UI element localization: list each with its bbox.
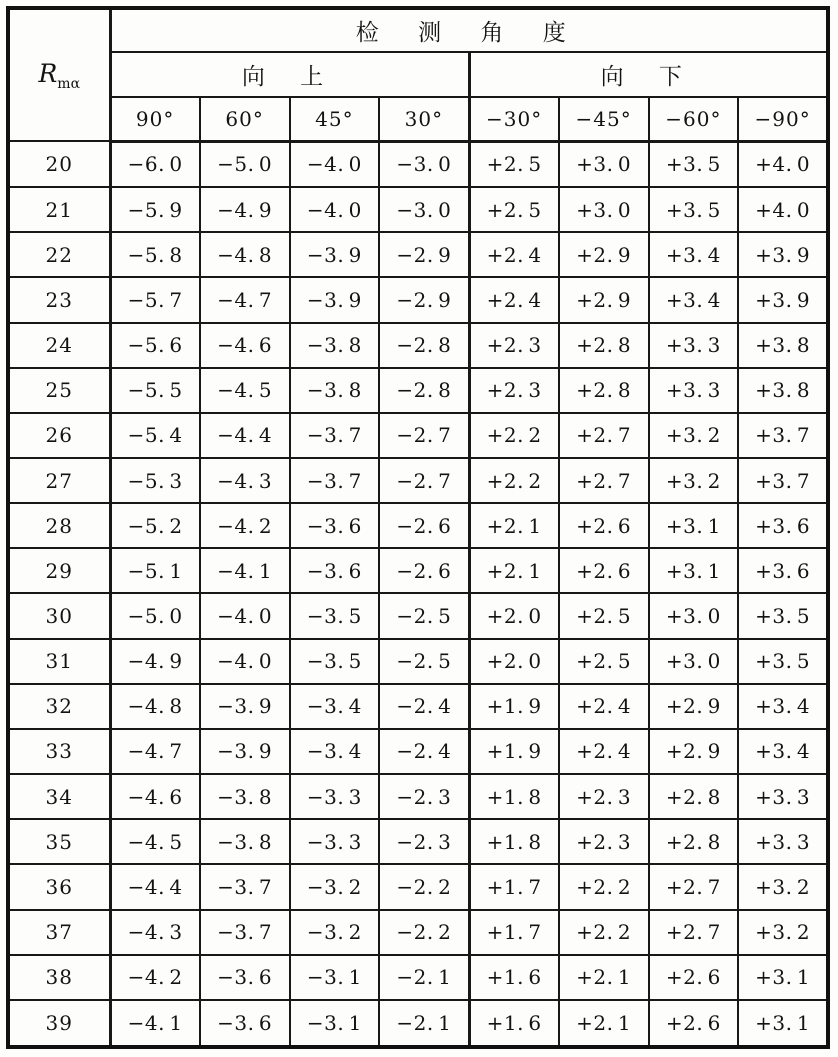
value-cell: +3. 6: [738, 548, 828, 593]
value-cell: +3. 8: [738, 368, 828, 413]
value-cell: +2. 8: [649, 819, 739, 864]
rm-value-cell: 31: [8, 639, 110, 684]
row-header-cell: [8, 8, 110, 141]
table-row: [8, 910, 828, 955]
rm-value-cell: 25: [8, 368, 110, 413]
value-cell: −2. 5: [379, 639, 469, 684]
value-cell: +2. 1: [559, 1000, 649, 1047]
value-cell: +3. 1: [738, 955, 828, 1000]
value-cell: +4. 0: [738, 141, 828, 187]
value-cell: −3. 5: [290, 639, 380, 684]
rm-subscript: mα: [57, 75, 81, 92]
value-cell: −2. 1: [379, 955, 469, 1000]
table-header: [8, 8, 828, 141]
top-header-row: [8, 8, 828, 52]
rm-value-cell: 28: [8, 503, 110, 548]
value-cell: −3. 2: [290, 864, 380, 909]
rm-value-cell: 35: [8, 819, 110, 864]
value-cell: +3. 2: [649, 458, 739, 503]
value-cell: −3. 7: [290, 458, 380, 503]
value-cell: −2. 6: [379, 548, 469, 593]
value-cell: −3. 8: [290, 368, 380, 413]
angle-header-cell: −60°: [649, 97, 739, 141]
table-row: [8, 955, 828, 1000]
value-cell: −3. 8: [200, 819, 290, 864]
value-cell: −5. 5: [110, 368, 200, 413]
value-cell: −2. 1: [379, 1000, 469, 1047]
value-cell: −3. 9: [200, 684, 290, 729]
value-cell: −3. 9: [290, 277, 380, 322]
value-cell: −3. 9: [290, 232, 380, 277]
value-cell: +2. 9: [559, 232, 649, 277]
value-cell: +2. 3: [559, 774, 649, 819]
table-row: [8, 187, 828, 232]
value-cell: +3. 3: [649, 323, 739, 368]
value-cell: +2. 7: [649, 910, 739, 955]
table-row: [8, 413, 828, 458]
value-cell: +3. 1: [649, 503, 739, 548]
value-cell: −2. 4: [379, 684, 469, 729]
value-cell: −3. 5: [290, 593, 380, 638]
value-cell: −5. 2: [110, 503, 200, 548]
value-cell: −5. 8: [110, 232, 200, 277]
rm-value-cell: 24: [8, 323, 110, 368]
value-cell: +2. 8: [649, 774, 739, 819]
value-cell: +2. 2: [559, 864, 649, 909]
rm-symbol: R: [38, 58, 58, 88]
value-cell: +3. 7: [738, 458, 828, 503]
value-cell: +2. 5: [469, 141, 559, 187]
table-row: [8, 277, 828, 322]
value-cell: −3. 6: [290, 503, 380, 548]
table-body: [8, 141, 828, 1047]
value-cell: +3. 2: [738, 910, 828, 955]
value-cell: +2. 0: [469, 593, 559, 638]
value-cell: −4. 8: [110, 684, 200, 729]
rm-value-cell: 22: [8, 232, 110, 277]
value-cell: −3. 1: [290, 1000, 380, 1047]
value-cell: +2. 9: [649, 729, 739, 774]
value-cell: +2. 9: [649, 684, 739, 729]
value-cell: −2. 4: [379, 729, 469, 774]
value-cell: +2. 6: [559, 503, 649, 548]
value-cell: −5. 7: [110, 277, 200, 322]
value-cell: +3. 1: [649, 548, 739, 593]
table-row: [8, 503, 828, 548]
value-cell: +1. 9: [469, 729, 559, 774]
value-cell: +2. 5: [559, 593, 649, 638]
group-up-cell: 向 上: [110, 52, 469, 97]
rm-value-cell: 30: [8, 593, 110, 638]
rm-value-cell: 39: [8, 1000, 110, 1047]
value-cell: +3. 9: [738, 277, 828, 322]
table-row: [8, 548, 828, 593]
rm-value-cell: 27: [8, 458, 110, 503]
rm-value-cell: 36: [8, 864, 110, 909]
value-cell: +2. 2: [469, 458, 559, 503]
value-cell: +2. 6: [649, 1000, 739, 1047]
value-cell: −3. 8: [290, 323, 380, 368]
rm-value-cell: 20: [8, 141, 110, 187]
value-cell: −5. 4: [110, 413, 200, 458]
table-row: [8, 774, 828, 819]
angle-header-cell: 45°: [290, 97, 380, 141]
value-cell: −3. 6: [200, 955, 290, 1000]
value-cell: −3. 8: [200, 774, 290, 819]
value-cell: −3. 0: [379, 187, 469, 232]
value-cell: +2. 3: [469, 323, 559, 368]
value-cell: −2. 7: [379, 413, 469, 458]
value-cell: −4. 3: [200, 458, 290, 503]
table-row: [8, 232, 828, 277]
value-cell: −2. 8: [379, 323, 469, 368]
table-row: [8, 323, 828, 368]
rm-value-cell: 29: [8, 548, 110, 593]
value-cell: −4. 8: [200, 232, 290, 277]
value-cell: +3. 3: [738, 774, 828, 819]
value-cell: +3. 0: [649, 593, 739, 638]
value-cell: +3. 5: [738, 593, 828, 638]
value-cell: −2. 9: [379, 277, 469, 322]
value-cell: −5. 9: [110, 187, 200, 232]
group-down-cell: 向 下: [469, 52, 828, 97]
value-cell: +2. 6: [649, 955, 739, 1000]
value-cell: +1. 6: [469, 1000, 559, 1047]
value-cell: +2. 1: [559, 955, 649, 1000]
value-cell: −3. 9: [200, 729, 290, 774]
rm-value-cell: 23: [8, 277, 110, 322]
value-cell: −2. 2: [379, 864, 469, 909]
value-cell: +1. 8: [469, 774, 559, 819]
value-cell: +3. 7: [738, 413, 828, 458]
table-row: [8, 639, 828, 684]
value-cell: −2. 7: [379, 458, 469, 503]
rm-value-cell: 33: [8, 729, 110, 774]
value-cell: +3. 4: [649, 232, 739, 277]
value-cell: −4. 0: [290, 141, 380, 187]
value-cell: +2. 8: [559, 368, 649, 413]
angle-header-row: [8, 97, 828, 141]
value-cell: +2. 9: [559, 277, 649, 322]
value-cell: −4. 4: [110, 864, 200, 909]
value-cell: +1. 8: [469, 819, 559, 864]
value-cell: −3. 7: [200, 864, 290, 909]
value-cell: −5. 6: [110, 323, 200, 368]
value-cell: −4. 0: [200, 639, 290, 684]
table-row: [8, 593, 828, 638]
angle-header-cell: 90°: [110, 97, 200, 141]
value-cell: +3. 6: [738, 503, 828, 548]
value-cell: −4. 7: [200, 277, 290, 322]
value-cell: −3. 7: [200, 910, 290, 955]
rm-value-cell: 38: [8, 955, 110, 1000]
value-cell: −2. 6: [379, 503, 469, 548]
rm-value-cell: 34: [8, 774, 110, 819]
value-cell: −3. 6: [290, 548, 380, 593]
value-cell: −2. 3: [379, 819, 469, 864]
value-cell: −6. 0: [110, 141, 200, 187]
value-cell: +3. 0: [559, 141, 649, 187]
value-cell: +3. 0: [559, 187, 649, 232]
table-row: [8, 729, 828, 774]
value-cell: −4. 6: [200, 323, 290, 368]
value-cell: −4. 2: [110, 955, 200, 1000]
value-cell: +2. 6: [559, 548, 649, 593]
value-cell: +2. 1: [469, 503, 559, 548]
value-cell: −4. 0: [200, 593, 290, 638]
rm-value-cell: 26: [8, 413, 110, 458]
detection-angle-correction-table: [6, 6, 830, 1049]
value-cell: +3. 5: [738, 639, 828, 684]
value-cell: +1. 7: [469, 910, 559, 955]
value-cell: +2. 5: [469, 187, 559, 232]
value-cell: +3. 2: [738, 864, 828, 909]
value-cell: +3. 9: [738, 232, 828, 277]
value-cell: +3. 4: [649, 277, 739, 322]
value-cell: −4. 1: [200, 548, 290, 593]
value-cell: +1. 7: [469, 864, 559, 909]
value-cell: −3. 6: [200, 1000, 290, 1047]
value-cell: −2. 3: [379, 774, 469, 819]
value-cell: −3. 0: [379, 141, 469, 187]
value-cell: −4. 1: [110, 1000, 200, 1047]
value-cell: −3. 7: [290, 413, 380, 458]
value-cell: +3. 0: [649, 639, 739, 684]
value-cell: −4. 5: [200, 368, 290, 413]
value-cell: −4. 6: [110, 774, 200, 819]
angle-header-cell: −45°: [559, 97, 649, 141]
value-cell: +2. 7: [559, 458, 649, 503]
value-cell: −4. 4: [200, 413, 290, 458]
value-cell: +3. 4: [738, 729, 828, 774]
value-cell: +2. 3: [559, 819, 649, 864]
rm-value-cell: 32: [8, 684, 110, 729]
value-cell: −2. 9: [379, 232, 469, 277]
value-cell: +2. 1: [469, 548, 559, 593]
value-cell: −3. 1: [290, 955, 380, 1000]
value-cell: −4. 2: [200, 503, 290, 548]
value-cell: +2. 8: [559, 323, 649, 368]
rm-value-cell: 21: [8, 187, 110, 232]
value-cell: +3. 8: [738, 323, 828, 368]
angle-header-cell: 60°: [200, 97, 290, 141]
value-cell: +1. 6: [469, 955, 559, 1000]
table-row: [8, 458, 828, 503]
value-cell: −4. 9: [200, 187, 290, 232]
value-cell: −3. 3: [290, 774, 380, 819]
value-cell: −2. 8: [379, 368, 469, 413]
angle-header-cell: 30°: [379, 97, 469, 141]
detection-angle-header: 检 测 角 度: [110, 8, 828, 52]
table-row: [8, 864, 828, 909]
value-cell: +2. 3: [469, 368, 559, 413]
value-cell: +2. 4: [469, 232, 559, 277]
value-cell: +2. 5: [559, 639, 649, 684]
angle-header-cell: −30°: [469, 97, 559, 141]
value-cell: −2. 5: [379, 593, 469, 638]
value-cell: +2. 4: [559, 729, 649, 774]
value-cell: −3. 2: [290, 910, 380, 955]
value-cell: +3. 3: [738, 819, 828, 864]
table-row: [8, 819, 828, 864]
value-cell: +2. 4: [559, 684, 649, 729]
table-row: [8, 684, 828, 729]
value-cell: +2. 7: [559, 413, 649, 458]
table-row: [8, 141, 828, 187]
value-cell: −3. 4: [290, 684, 380, 729]
value-cell: −5. 0: [110, 593, 200, 638]
value-cell: +3. 5: [649, 141, 739, 187]
table-row: [8, 368, 828, 413]
angle-header-cell: −90°: [738, 97, 828, 141]
value-cell: −4. 0: [290, 187, 380, 232]
value-cell: −4. 7: [110, 729, 200, 774]
value-cell: +2. 2: [469, 413, 559, 458]
value-cell: −3. 3: [290, 819, 380, 864]
value-cell: −4. 3: [110, 910, 200, 955]
value-cell: +2. 4: [469, 277, 559, 322]
value-cell: +1. 9: [469, 684, 559, 729]
value-cell: −2. 2: [379, 910, 469, 955]
value-cell: −5. 1: [110, 548, 200, 593]
value-cell: +4. 0: [738, 187, 828, 232]
table-row: [8, 1000, 828, 1047]
value-cell: −4. 9: [110, 639, 200, 684]
value-cell: −5. 3: [110, 458, 200, 503]
value-cell: +3. 4: [738, 684, 828, 729]
value-cell: −4. 5: [110, 819, 200, 864]
value-cell: +3. 1: [738, 1000, 828, 1047]
rm-value-cell: 37: [8, 910, 110, 955]
group-header-row: [8, 52, 828, 97]
value-cell: +2. 7: [649, 864, 739, 909]
value-cell: +2. 0: [469, 639, 559, 684]
value-cell: +2. 2: [559, 910, 649, 955]
value-cell: −5. 0: [200, 141, 290, 187]
value-cell: +3. 2: [649, 413, 739, 458]
value-cell: −3. 4: [290, 729, 380, 774]
value-cell: +3. 3: [649, 368, 739, 413]
value-cell: +3. 5: [649, 187, 739, 232]
